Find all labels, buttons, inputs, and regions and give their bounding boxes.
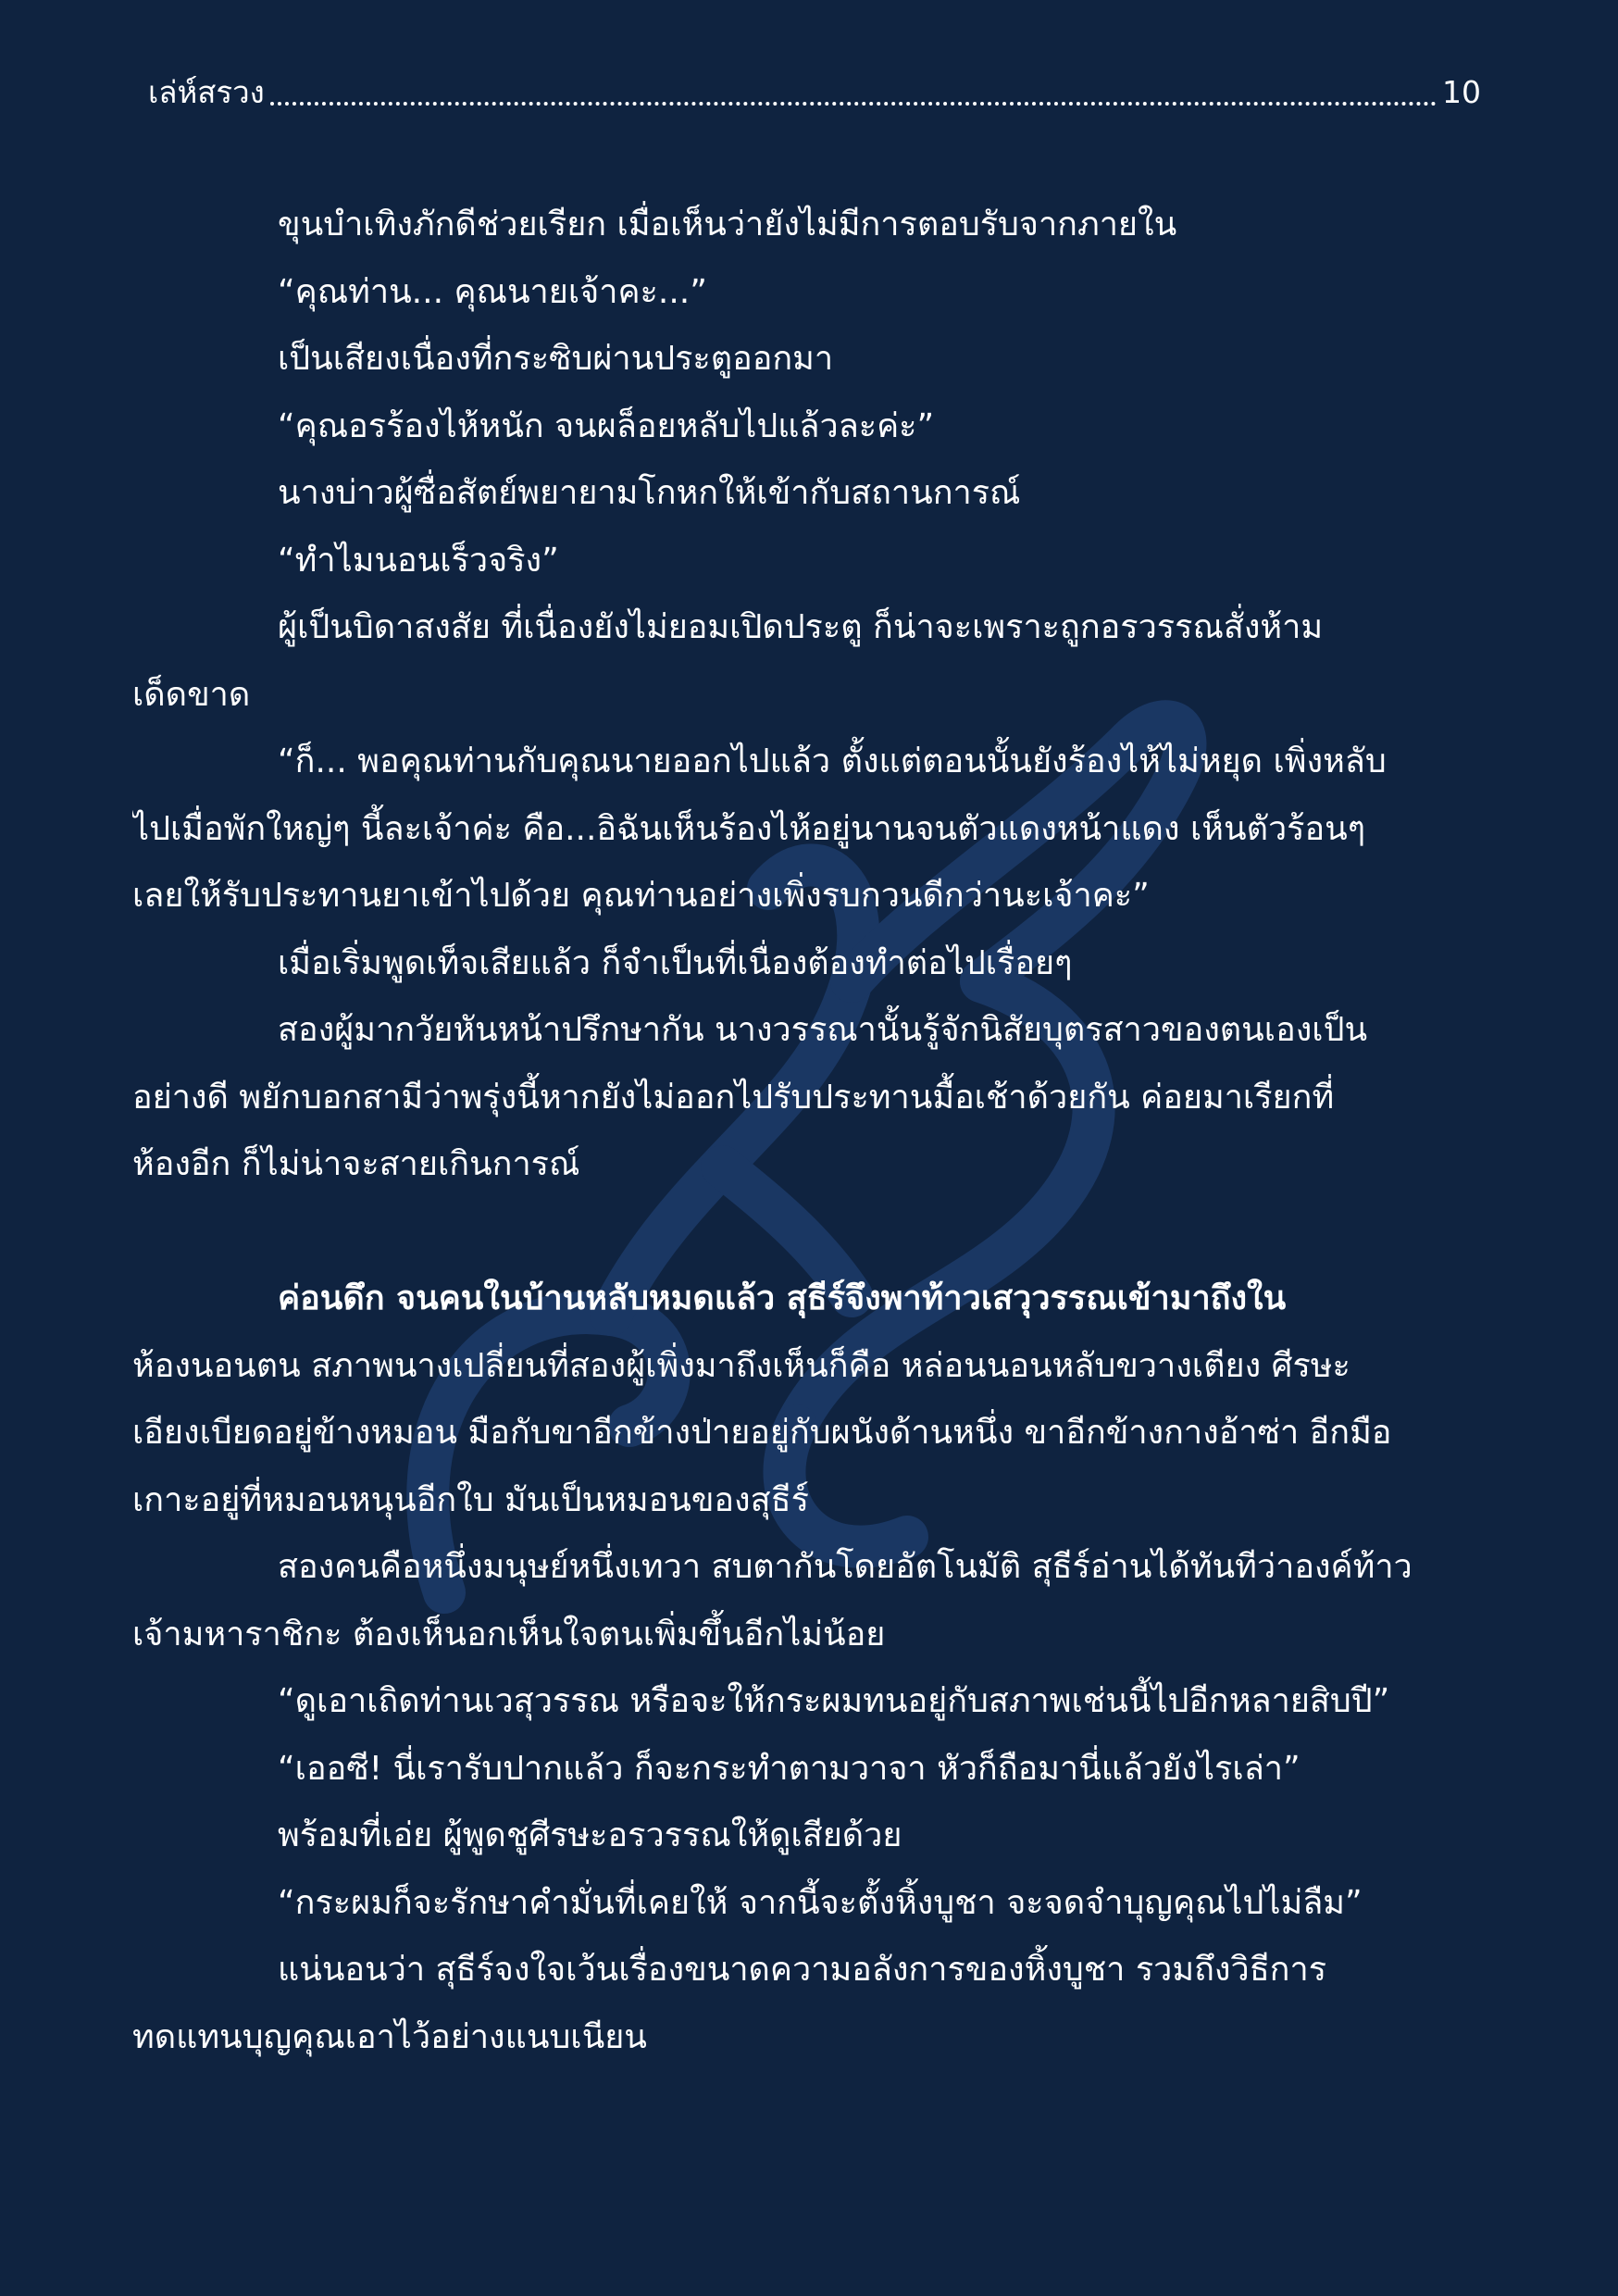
text-line: เอียงเบียดอยู่ข้างหมอน มือกับขาอีกข้างป่ายอยู่กับผนังด้านหนึ่ง ขาอีกข้างกางอ้าซ่า อีกมือ [132, 1414, 1392, 1452]
text-line: เมื่อเริ่มพูดเท็จเสียแล้ว ก็จำเป็นที่เนื่องต้องทำต่อไปเรื่อยๆ [278, 943, 1073, 982]
text-line: “ดูเอาเถิดท่านเวสุวรรณ หรือจะให้กระผมทนอยู่กับสภาพเช่นนี้ไปอีกหลายสิบปี” [278, 1682, 1390, 1720]
text-line: ค่อนดึก จนคนในบ้านหลับหมดแล้ว สุธีร์จึงพาท้าวเสวุวรรณเข้ามาถึงใน [278, 1279, 1287, 1317]
text-line: อย่างดี พยักบอกสามีว่าพรุ่งนี้หากยังไม่ออกไปรับประทานมื้อเช้าด้วยกัน ค่อยมาเรียกที่ [132, 1078, 1335, 1117]
text-line: สองคนคือหนึ่งมนุษย์หนึ่งเทวา สบตากันโดยอัตโนมัติ สุธีร์อ่านได้ทันทีว่าองค์ท้าว [278, 1548, 1413, 1586]
body-text [132, 192, 1486, 2071]
text-line: “คุณอรร้องไห้หนัก จนผล็อยหลับไปแล้วละค่ะ” [278, 406, 935, 445]
text-line: “เออซี! นี่เรารับปากแล้ว ก็จะกระทำตามวาจา หัวก็ถือมานี่แล้วยังไรเล่า” [278, 1749, 1301, 1788]
paragraph-gap [132, 1199, 1486, 1267]
text-line: เด็ดขาด [132, 675, 251, 714]
text-line: เจ้ามหาราชิกะ ต้องเห็นอกเห็นใจตนเพิ่มขึ้นอีกไม่น้อย [132, 1615, 886, 1653]
text-line: นางบ่าวผู้ซื่อสัตย์พยายามโกหกให้เข้ากับสถานการณ์ [278, 474, 1021, 512]
text-line: “กระผมก็จะรักษาคำมั่นที่เคยให้ จากนี้จะตั้งหิ้งบูชา จะจดจำบุญคุณไปไม่ลืม” [278, 1883, 1363, 1922]
text-line: “คุณท่าน... คุณนายเจ้าคะ...” [278, 272, 707, 311]
dot-leader [270, 89, 1437, 106]
page-header [148, 65, 1481, 120]
text-line: ไปเมื่อพักใหญ่ๆ นี้ละเจ้าค่ะ คือ...อิฉันเห็นร้องไห้อยู่นานจนตัวแดงหน้าแดง เห็นตัวร้อนๆ [132, 809, 1366, 848]
page-number: 10 [1442, 74, 1481, 110]
text-line: เลยให้รับประทานยาเข้าไปด้วย คุณท่านอย่างเพิ่งรบกวนดีกว่านะเจ้าคะ” [132, 877, 1150, 915]
text-line: “ทำไมนอนเร็วจริง” [278, 541, 559, 580]
book-title: เล่ห์สรวง [148, 74, 265, 110]
text-line: ขุนบำเทิงภักดีช่วยเรียก เมื่อเห็นว่ายังไม่มีการตอบรับจากภายใน [278, 206, 1177, 243]
text-line: แน่นอนว่า สุธีร์จงใจเว้นเรื่องขนาดความอลังการของหิ้งบูชา รวมถึงวิธีการ [278, 1951, 1327, 1989]
text-line: ห้องอีก ก็ไม่น่าจะสายเกินการณ์ [132, 1145, 580, 1183]
text-line: สองผู้มากวัยหันหน้าปรึกษากัน นางวรรณานั้นรู้จักนิสัยบุตรสาวของตนเองเป็น [278, 1011, 1368, 1049]
text-line: เป็นเสียงเนื่องที่กระซิบผ่านประตูออกมา [278, 340, 834, 378]
text-line: ผู้เป็นบิดาสงสัย ที่เนื่องยังไม่ยอมเปิดประตู ก็น่าจะเพราะถูกอรวรรณสั่งห้าม [278, 608, 1324, 646]
text-line: เกาะอยู่ที่หมอนหนุนอีกใบ มันเป็นหมอนของสุธีร์ [132, 1480, 809, 1519]
text-line: “ก็... พอคุณท่านกับคุณนายออกไปแล้ว ตั้งแต่ตอนนั้นยังร้องไห้ไม่หยุด เพิ่งหลับ [278, 742, 1387, 780]
text-line: ห้องนอนตน สภาพนางเปลี่ยนที่สองผู้เพิ่งมาถึงเห็นก็คือ หล่อนนอนหลับขวางเตียง ศีรษะ [132, 1346, 1350, 1385]
text-line: ทดแทนบุญคุณเอาไว้อย่างแนบเนียน [132, 2017, 647, 2056]
text-line: พร้อมที่เอ่ย ผู้พูดชูศีรษะอรวรรณให้ดูเสียด้วย [278, 1816, 902, 1854]
